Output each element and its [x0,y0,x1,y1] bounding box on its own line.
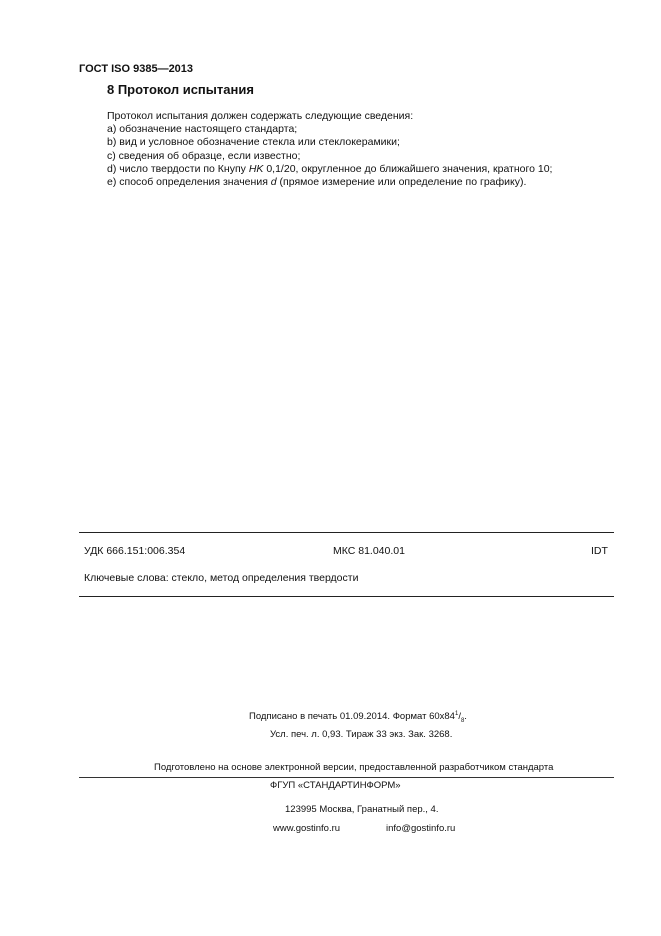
prepared-note: Подготовлено на основе электронной версии, предоставленной разработчиком стандарта [154,762,554,773]
signed-end: . [464,711,467,723]
signed-for-print: Подписано в печать 01.09.2014. Формат $60x84^1/_8$. [249,711,467,725]
website-link[interactable]: www.gostinfo.ru [273,823,341,834]
format-denominator: 8 [460,718,465,725]
classification-bottom-rule [79,596,614,597]
section-intro: Протокол испытания должен содержать следующие сведения: [107,110,414,122]
section-title: 8 Протокол испытания [107,82,254,97]
email-link[interactable]: info@gostinfo.ru [386,823,456,834]
print-info: Усл. печ. л. 0,93. Тираж 33 экз. Зак. 3268. [270,729,453,740]
address: 123995 Москва, Гранатный пер., 4. [285,804,439,815]
list-item-c: c) сведения об образце, если известно; [107,149,301,162]
section-body [107,110,552,189]
format-numerator: 1 [454,711,459,717]
publisher: ФГУП «СТАНДАРТИНФОРМ» [270,780,401,791]
imprint-rule [79,777,614,778]
list-item-d [107,163,552,176]
list-item-e-pre: e) способ определения значения [107,176,271,189]
document-code: ГОСТ ISO 9385—2013 [79,63,194,75]
list-item-d-post: 0,1/20, округленное до ближайшего значения, кратного 10; [263,162,553,175]
idt-mark: IDT [591,545,608,557]
keywords: Ключевые слова: стекло, метод определения твердости [84,572,359,584]
signed-text: Подписано в печать 01.09.2014. Формат 60x84 [249,711,455,723]
list-item-e [107,176,552,189]
list-item-d-pre: d) число твердости по Кнупу [107,162,249,175]
mks-code: МКС 81.040.01 [333,545,405,557]
classification-top-rule [79,532,614,533]
list-item-d-symbol: HK [248,162,264,175]
udk-code: УДК 666.151:006.354 [84,545,186,557]
list-item-b: b) вид и условное обозначение стекла или стеклокерамики; [107,136,400,149]
list-item-a: a) обозначение настоящего стандарта; [107,123,298,136]
list-item-e-symbol: d [270,176,277,189]
list-item-e-post: (прямое измерение или определение по графику). [276,176,527,189]
